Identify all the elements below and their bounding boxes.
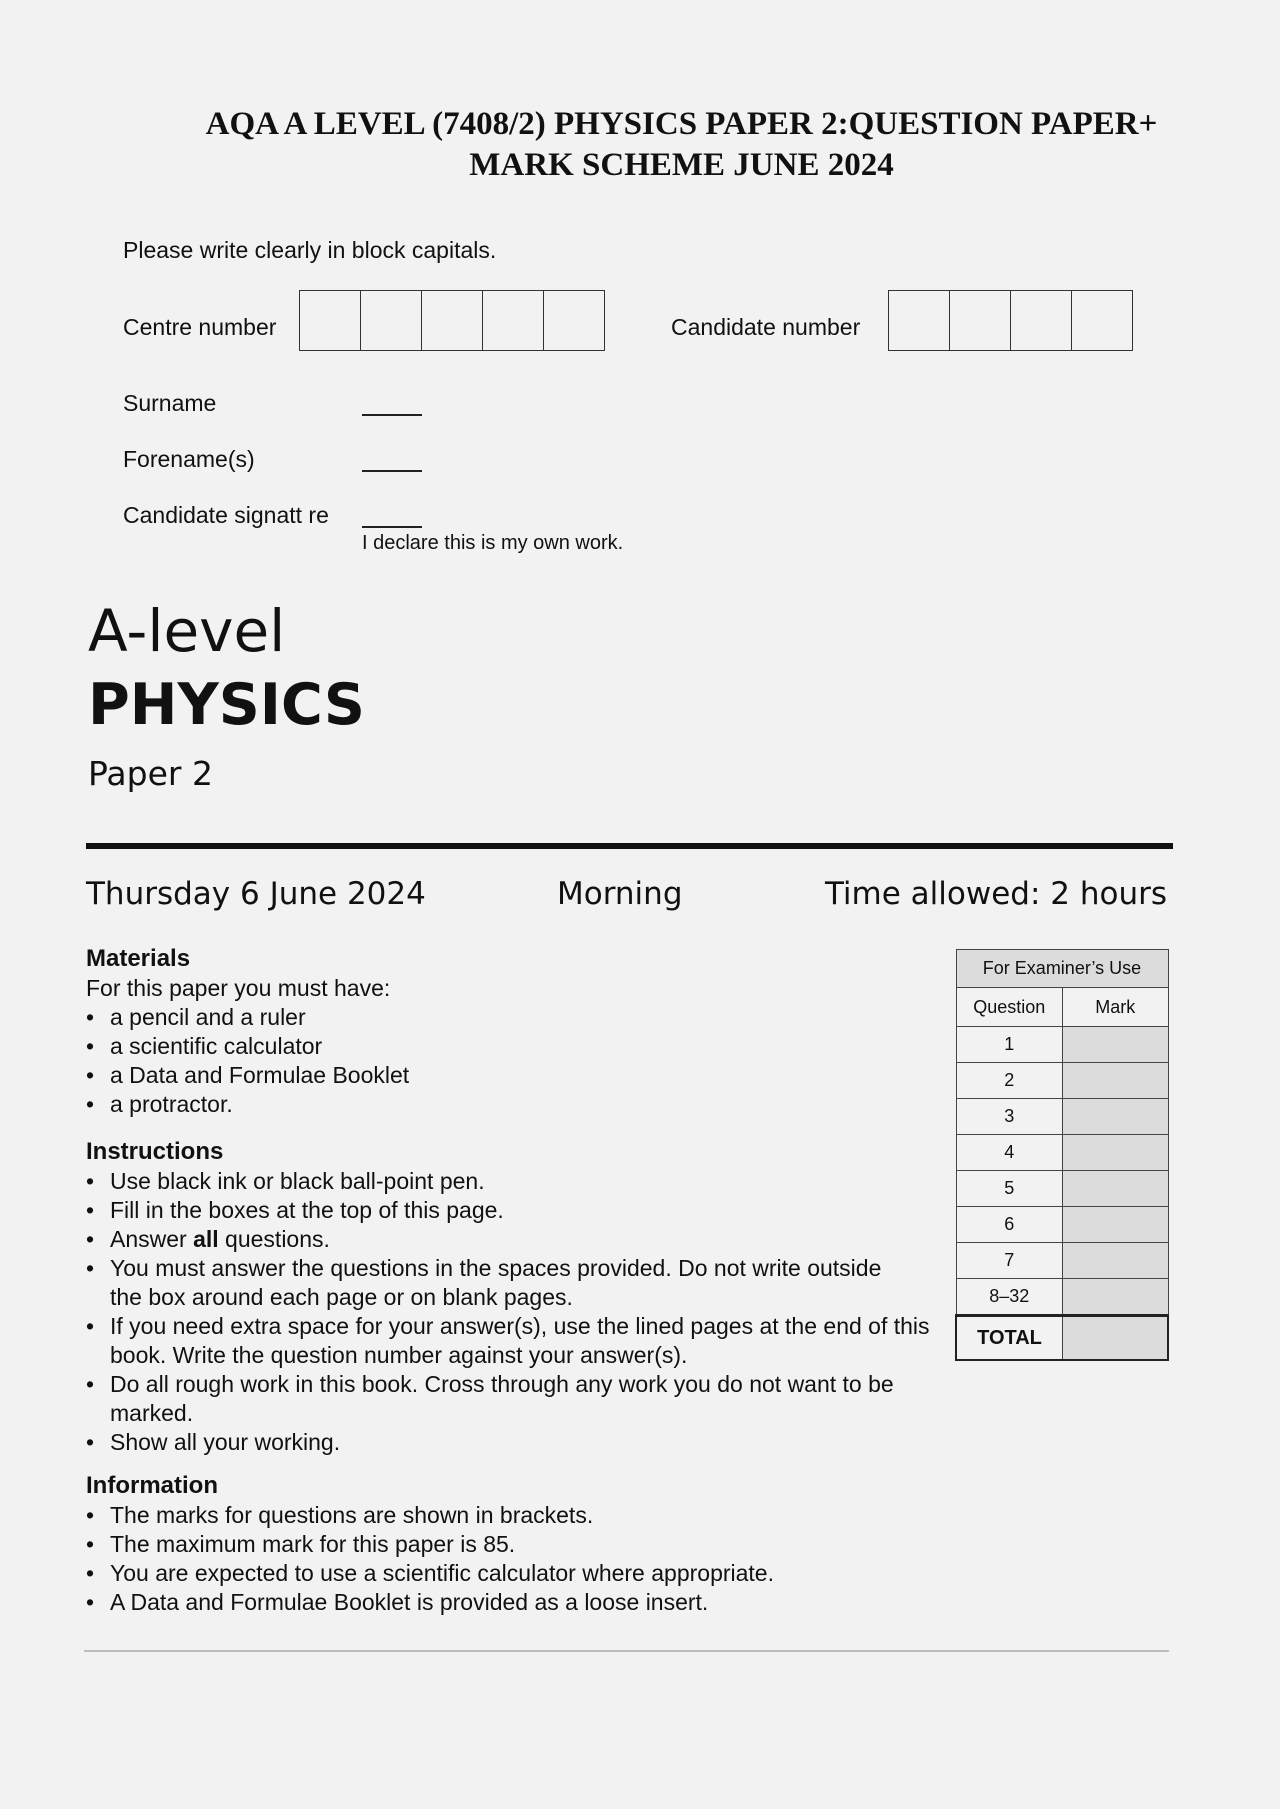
table-row [956, 1099, 1168, 1135]
instructions-heading: Instructions [86, 1138, 224, 1165]
list-item: • The maximum mark for this paper is 85. [86, 1530, 926, 1559]
answer-text-start: Answer [110, 1226, 194, 1252]
examiner-table-title: For Examiner’s Use [956, 950, 1168, 988]
candidate-number-box[interactable] [889, 291, 950, 350]
list-item: • The marks for questions are shown in brackets. [86, 1501, 926, 1530]
materials-heading: Materials [86, 945, 191, 972]
centre-number-box[interactable] [300, 291, 361, 350]
mark-cell[interactable] [1063, 1063, 1169, 1099]
candidate-number-label: Candidate number [671, 314, 861, 340]
centre-number-box[interactable] [483, 291, 544, 350]
materials-section [86, 944, 926, 1119]
centre-number-boxes [299, 290, 605, 351]
list-item: • Do all rough work in this book. Cross through any work you do not want to be marked. [86, 1370, 910, 1428]
list-item: • A Data and Formulae Booklet is provided as a loose insert. [86, 1588, 926, 1617]
question-number: 7 [956, 1243, 1063, 1279]
table-row [956, 1243, 1168, 1279]
exam-session: Morning [557, 876, 683, 912]
centre-number-box[interactable] [422, 291, 483, 350]
exam-time-allowed: Time allowed: 2 hours [824, 876, 1167, 912]
mark-cell[interactable] [1063, 1027, 1169, 1063]
information-heading: Information [86, 1472, 218, 1499]
mark-cell[interactable] [1063, 1207, 1169, 1243]
exam-paper: Paper 2 [88, 754, 213, 793]
exam-subject: PHYSICS [88, 672, 365, 738]
candidate-number-box[interactable] [1011, 291, 1072, 350]
list-item: • a protractor. [86, 1090, 926, 1119]
answer-emphasis: all [193, 1226, 219, 1252]
centre-number-label: Centre number [123, 314, 277, 340]
information-list [86, 1501, 926, 1617]
document-title [150, 104, 1213, 186]
materials-list [86, 1003, 926, 1119]
total-row [956, 1316, 1168, 1361]
mark-cell[interactable] [1063, 1279, 1169, 1316]
forename-label: Forename(s) [123, 446, 255, 472]
total-mark-cell[interactable] [1063, 1316, 1169, 1361]
exam-level: A-level [88, 597, 286, 665]
instructions-list [86, 1167, 930, 1457]
signature-field[interactable] [362, 505, 422, 528]
mark-cell[interactable] [1063, 1171, 1169, 1207]
list-item [86, 1225, 926, 1254]
footer-divider [84, 1650, 1169, 1652]
forename-field[interactable] [362, 449, 422, 472]
table-row [956, 1171, 1168, 1207]
block-capitals-prompt: Please write clearly in block capitals. [123, 237, 497, 263]
question-number: 5 [956, 1171, 1063, 1207]
candidate-number-box[interactable] [950, 291, 1011, 350]
total-label: TOTAL [956, 1316, 1063, 1361]
instructions-section [86, 1137, 930, 1457]
signature-label: Candidate signatt re [123, 502, 329, 528]
list-item: • If you need extra space for your answer(s), use the lined pages at the end of this book. Write the question number against your answer(s). [86, 1312, 950, 1370]
table-row [956, 1135, 1168, 1171]
mark-cell[interactable] [1063, 1243, 1169, 1279]
surname-label: Surname [123, 390, 217, 416]
list-item: • a Data and Formulae Booklet [86, 1061, 926, 1090]
table-row [956, 1063, 1168, 1099]
question-number: 6 [956, 1207, 1063, 1243]
document-title-line-2: MARK SCHEME JUNE 2024 [469, 147, 894, 183]
document-title-line-1: AQA A LEVEL (7408/2) PHYSICS PAPER 2:QUESTION PAPER+ [205, 106, 1158, 142]
centre-number-box[interactable] [361, 291, 422, 350]
table-row [956, 1279, 1168, 1316]
question-number: 8–32 [956, 1279, 1063, 1316]
table-row [956, 1027, 1168, 1063]
mark-cell[interactable] [1063, 1135, 1169, 1171]
materials-intro: For this paper you must have: [86, 975, 391, 1001]
examiner-use-table [955, 949, 1169, 1361]
candidate-number-boxes [888, 290, 1133, 351]
question-column-header: Question [956, 988, 1063, 1027]
answer-text-end: questions. [218, 1226, 330, 1252]
centre-number-box[interactable] [544, 291, 604, 350]
header-divider [86, 843, 1173, 849]
question-number: 4 [956, 1135, 1063, 1171]
list-item: • Show all your working. [86, 1428, 926, 1457]
list-item: • a scientific calculator [86, 1032, 926, 1061]
declaration-text: I declare this is my own work. [362, 532, 624, 554]
surname-field[interactable] [362, 393, 422, 416]
question-number: 3 [956, 1099, 1063, 1135]
list-item: • Fill in the boxes at the top of this page. [86, 1196, 926, 1225]
question-number: 2 [956, 1063, 1063, 1099]
information-section [86, 1471, 926, 1617]
exam-date: Thursday 6 June 2024 [86, 876, 426, 912]
mark-column-header: Mark [1063, 988, 1169, 1027]
list-item: • Use black ink or black ball-point pen. [86, 1167, 926, 1196]
list-item: • You must answer the questions in the spaces provided. Do not write outside the box around each page or on blank pages. [86, 1254, 910, 1312]
question-number: 1 [956, 1027, 1063, 1063]
candidate-number-box[interactable] [1072, 291, 1132, 350]
list-item: • You are expected to use a scientific calculator where appropriate. [86, 1559, 926, 1588]
list-item: • a pencil and a ruler [86, 1003, 926, 1032]
table-row [956, 1207, 1168, 1243]
mark-cell[interactable] [1063, 1099, 1169, 1135]
